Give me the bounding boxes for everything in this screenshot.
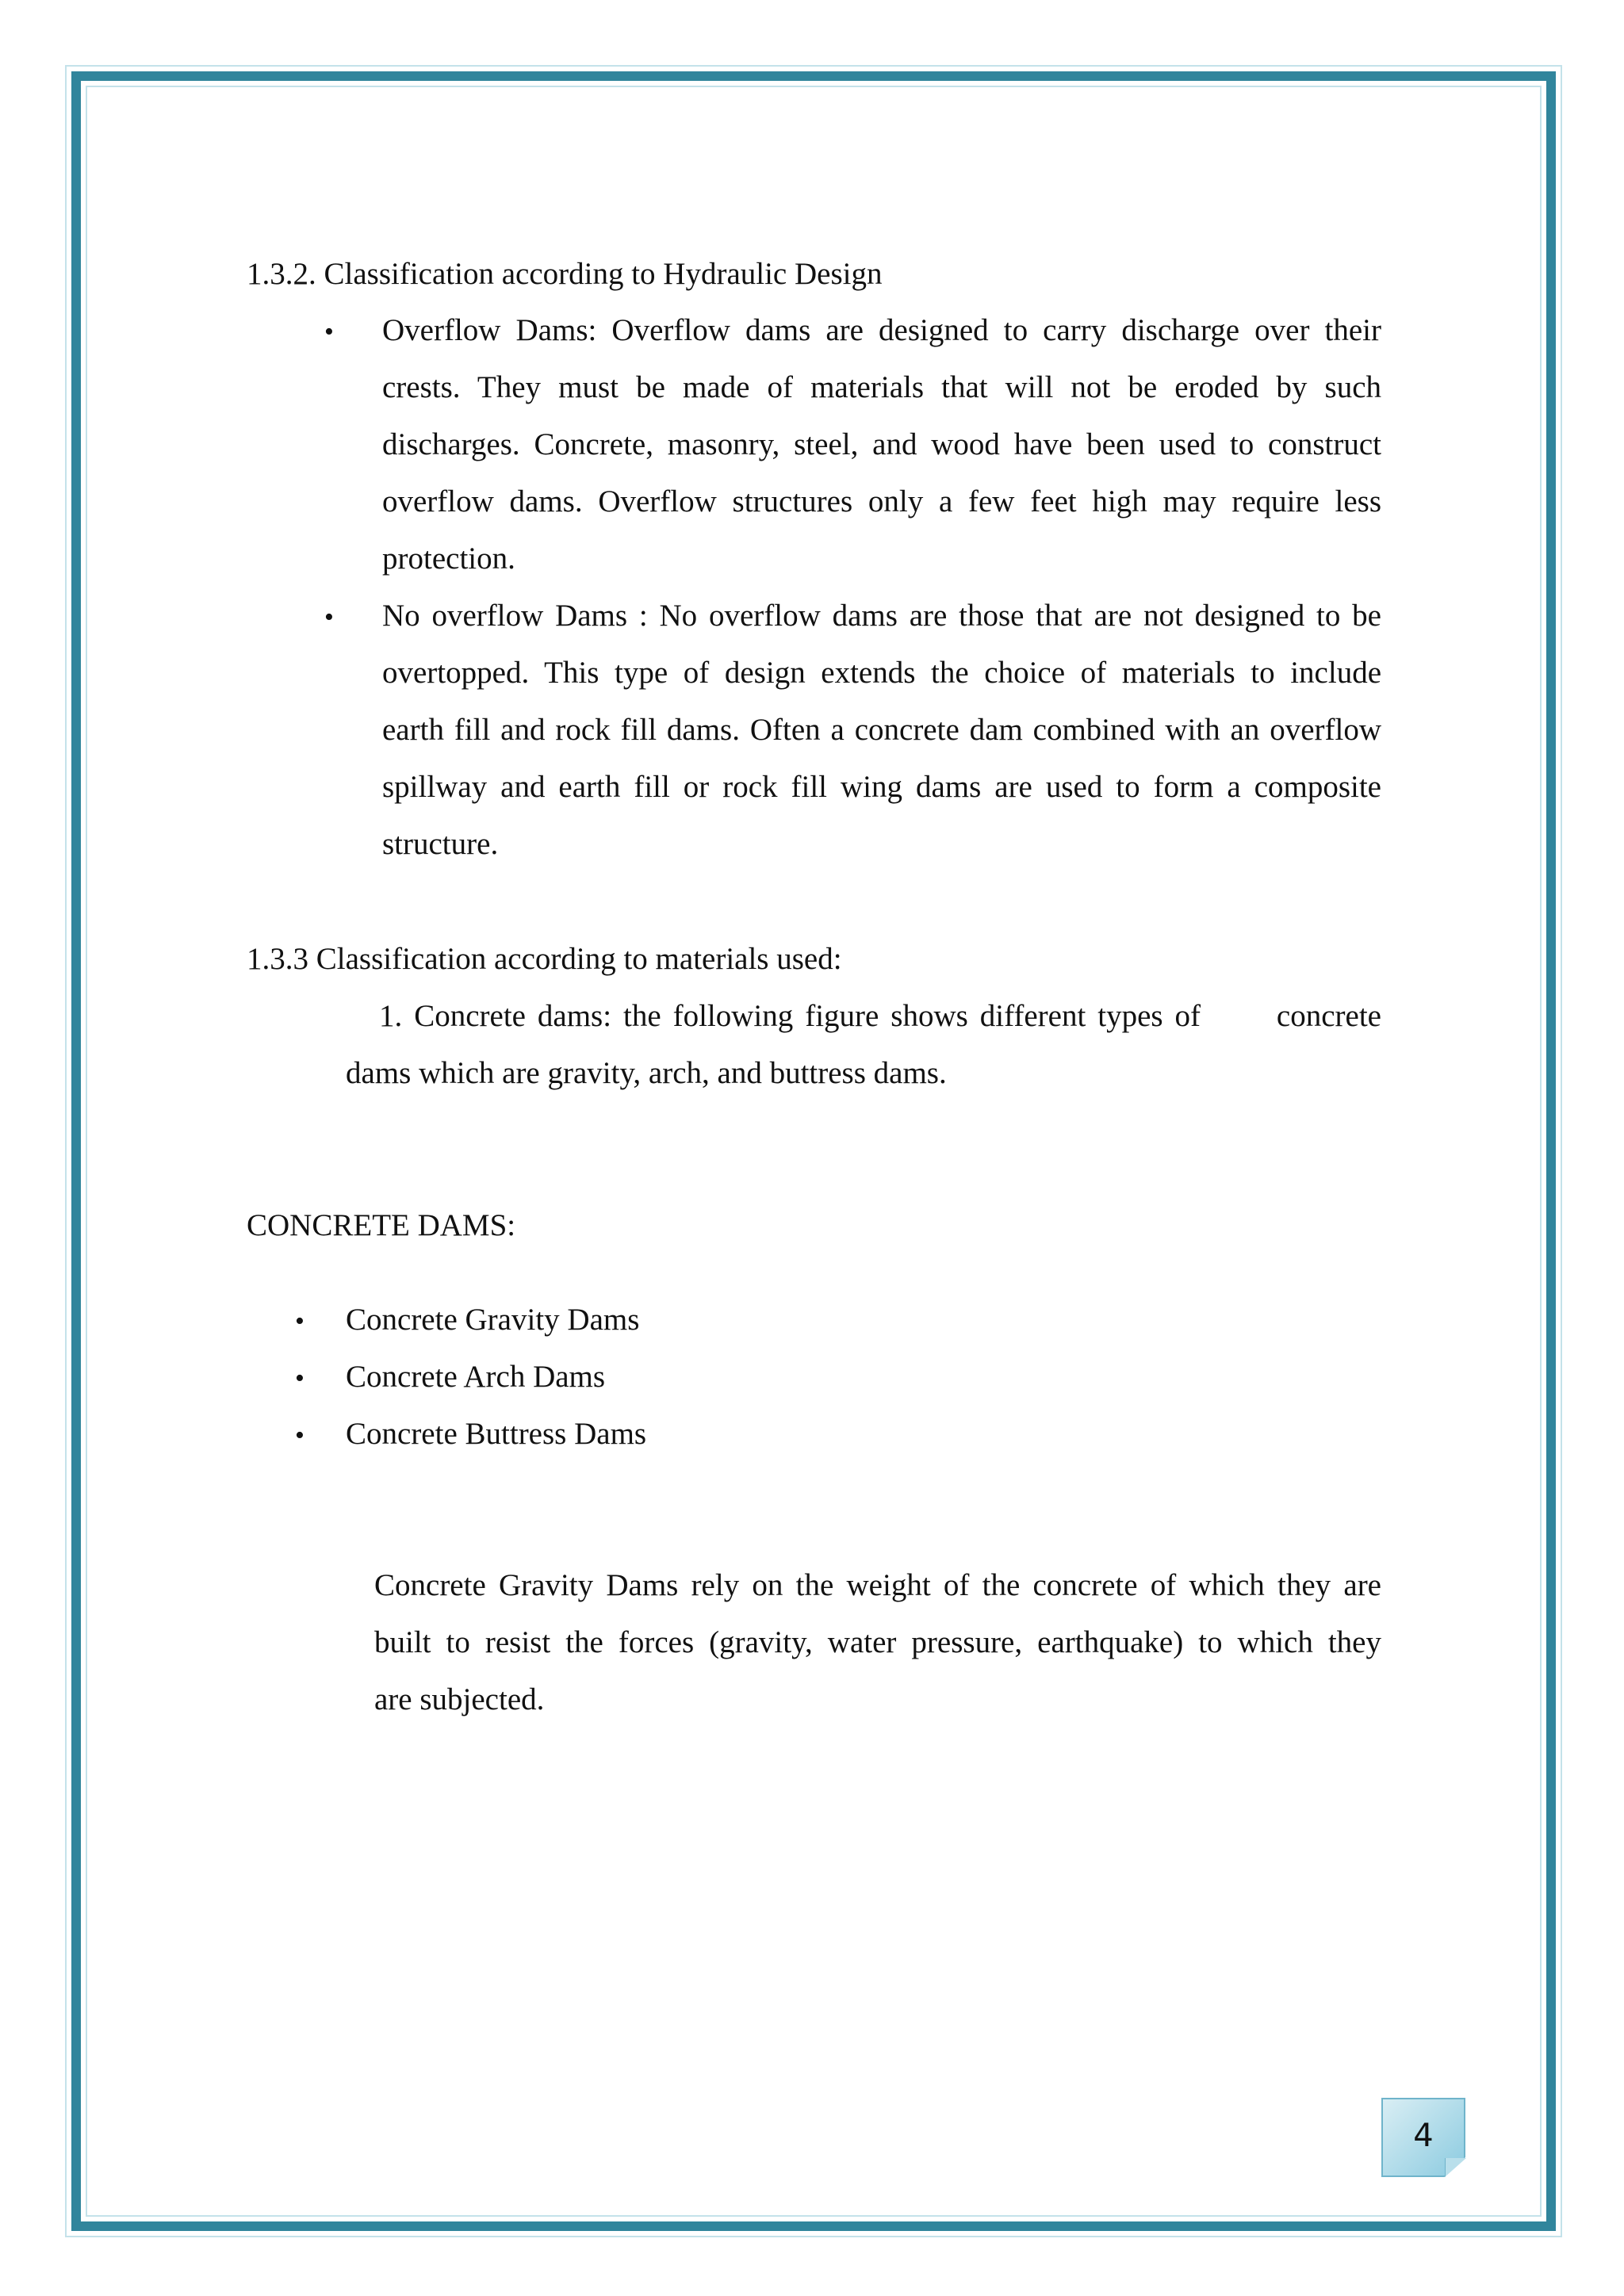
concrete-dams-intro-line: 1. Concrete dams: the following figure shows different types of — [379, 999, 1201, 1033]
no-overflow-dams-line: structure. — [382, 827, 499, 861]
list-item: Concrete Gravity Dams — [346, 1303, 640, 1337]
overflow-dams-line: discharges. Concrete, masonry, steel, and wood have been used to construct — [382, 427, 1381, 461]
no-overflow-dams-line: spillway and earth fill or rock fill wing dams are used to form a composite — [382, 770, 1381, 804]
section-heading-1-3-3: 1.3.3 Classification according to materials used: — [247, 942, 842, 976]
concrete-dams-heading: CONCRETE DAMS: — [247, 1208, 516, 1242]
no-overflow-dams-line: earth fill and rock fill dams. Often a concrete dam combined with an overflow — [382, 713, 1381, 747]
bullet: • — [295, 1364, 304, 1393]
gravity-dams-paragraph-line: built to resist the forces (gravity, water pressure, earthquake) to which they — [374, 1625, 1381, 1659]
concrete-dams-intro-line-end: concrete — [1276, 999, 1381, 1033]
section-heading-1-3-2: 1.3.2. Classification according to Hydraulic Design — [247, 257, 883, 291]
page-number: 4 — [1413, 2118, 1434, 2154]
list-item: Concrete Buttress Dams — [346, 1417, 647, 1451]
bullet-no-overflow-dams: • — [324, 603, 334, 632]
overflow-dams-line: overflow dams. Overflow structures only a few feet high may require less — [382, 484, 1381, 519]
gravity-dams-paragraph-line: Concrete Gravity Dams rely on the weight of the concrete of which they are — [374, 1568, 1381, 1602]
bullet: • — [295, 1421, 304, 1450]
bullet-overflow-dams: • — [324, 317, 334, 346]
gravity-dams-paragraph-line: are subjected. — [374, 1682, 545, 1716]
no-overflow-dams-line: No overflow Dams : No overflow dams are those that are not designed to be — [382, 599, 1381, 633]
no-overflow-dams-line: overtopped. This type of design extends the choice of materials to include — [382, 656, 1381, 690]
concrete-dams-intro-line: dams which are gravity, arch, and buttress dams. — [346, 1056, 947, 1090]
list-item: Concrete Arch Dams — [346, 1360, 606, 1394]
overflow-dams-line: Overflow Dams: Overflow dams are designed to carry discharge over their — [382, 313, 1381, 347]
overflow-dams-line: protection. — [382, 541, 515, 576]
overflow-dams-line: crests. They must be made of materials that will not be eroded by such — [382, 370, 1381, 404]
bullet: • — [295, 1307, 304, 1336]
